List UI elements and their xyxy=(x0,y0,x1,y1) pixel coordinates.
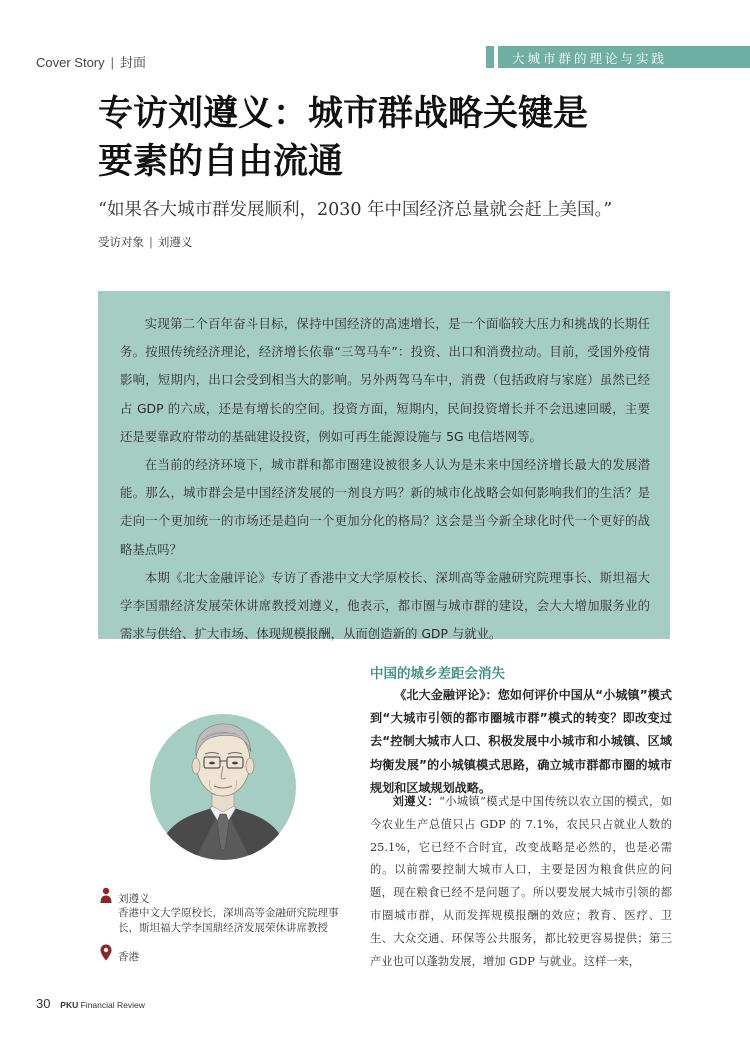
abstract-paragraph: 本期《北大金融评论》专访了香港中文大学原校长、深圳高等金融研究院理事长、斯坦福大学李国鼎经济发展荣休讲席教授刘遵义，他表示，都市圈与城市群的建设，会大大增加服务业的需求与供给、扩大市场、体现规模报酬，从而创造新的 GDP 与就业。 xyxy=(120,569,650,642)
location-pin-icon xyxy=(100,944,112,961)
publication-name-rest: Financial Review xyxy=(78,1000,145,1010)
profile-title: 香港中文大学原校长，深圳高等金融研究院理事长，斯坦福大学李国鼎经济发展荣休讲席教授 xyxy=(118,907,339,934)
publication-name-bold: PKU xyxy=(60,1000,79,1010)
answer-speaker: 刘遵义： xyxy=(392,795,440,808)
section-divider: | xyxy=(110,55,115,70)
profile-location: 香港 xyxy=(118,951,139,963)
page-footer xyxy=(36,996,145,1011)
article-title xyxy=(98,90,698,186)
abstract-paragraph: 在当前的经济环境下，城市群和都市圈建设被很多人认为是未来中国经济增长最大的发展潜能。那么，城市群会是中国经济发展的一剂良方吗？新的城市化战略会如何影响我们的生活？是走向一个更加统一的市场还是趋向一个更加分化的格局？这会是当今新全球化时代一个更好的战略基点吗？ xyxy=(120,457,650,557)
publication-name xyxy=(60,1000,145,1010)
title-line-2: 要素的自由流通 xyxy=(98,142,344,182)
article-subtitle-quote: “如果各大城市群发展顺利，2030 年中国经济总量就会赶上美国。” xyxy=(98,200,613,220)
byline-name: 刘遵义 xyxy=(157,235,193,249)
section-heading: 中国的城乡差距会消失 xyxy=(370,666,505,682)
byline-divider: | xyxy=(149,235,153,249)
column-title: 大城市群的理论与实践 xyxy=(512,51,668,66)
person-icon xyxy=(100,887,112,903)
interview-question: 《北大金融评论》：您如何评价中国从“小城镇”模式到“大城市引领的都市圈城市群”模式的转变？即改变过去“控制大城市人口、积极发展中小城市和小城镇、区域均衡发展”的小城镇模式思路，确立城市群都市圈的城市规划和区域规划战略。 xyxy=(370,688,672,795)
abstract-paragraph: 实现第二个百年奋斗目标，保持中国经济的高速增长，是一个面临较大压力和挑战的长期任务。按照传统经济理论，经济增长依靠“三驾马车”：投资、出口和消费拉动。目前，受国外疫情影响，短期内，出口会受到相当大的影响。另外两驾马车中，消费（包括政府与家庭）虽然已经占 GDP 的六成，还是有增长的空间。投资方面，短期内，民间投资增长并不会迅速回暖，主要还是要靠政府带动的基础建设投资，例如可再生能源设施与 5G 电信塔网等。 xyxy=(120,316,650,444)
profile-name: 刘遵义 xyxy=(118,893,150,905)
section-label-en: Cover Story xyxy=(36,55,105,70)
byline-label: 受访对象 xyxy=(98,235,144,249)
interview-answer xyxy=(370,791,672,973)
title-line-1: 专访刘遵义：城市群战略关键是 xyxy=(98,94,589,134)
answer-text: “小城镇”模式是中国传统以农立国的模式，如今农业生产总值只占 GDP 的 7.1%，农民只占就业人数的 25.1%，它已经不合时宜，改变战略是必然的，也是必需的。以前需要控制大城市人口，主要是因为粮食供应的问题，现在粮食已经不是问题了。所以要发展大城市引领的都市圈城市群，从而发挥规模报酬的效应；教育、医疗、卫生、大众交通、环保等公共服务，都比较更容易提供；第三产业也可以蓬勃发展，增加 GDP 与就业。这样一来， xyxy=(370,795,672,968)
section-label xyxy=(36,52,146,71)
portrait-illustration xyxy=(150,710,300,870)
section-label-cn: 封面 xyxy=(120,55,147,70)
byline xyxy=(98,234,192,250)
abstract-box xyxy=(98,291,670,642)
column-banner xyxy=(494,46,750,68)
page-number: 30 xyxy=(36,996,51,1011)
